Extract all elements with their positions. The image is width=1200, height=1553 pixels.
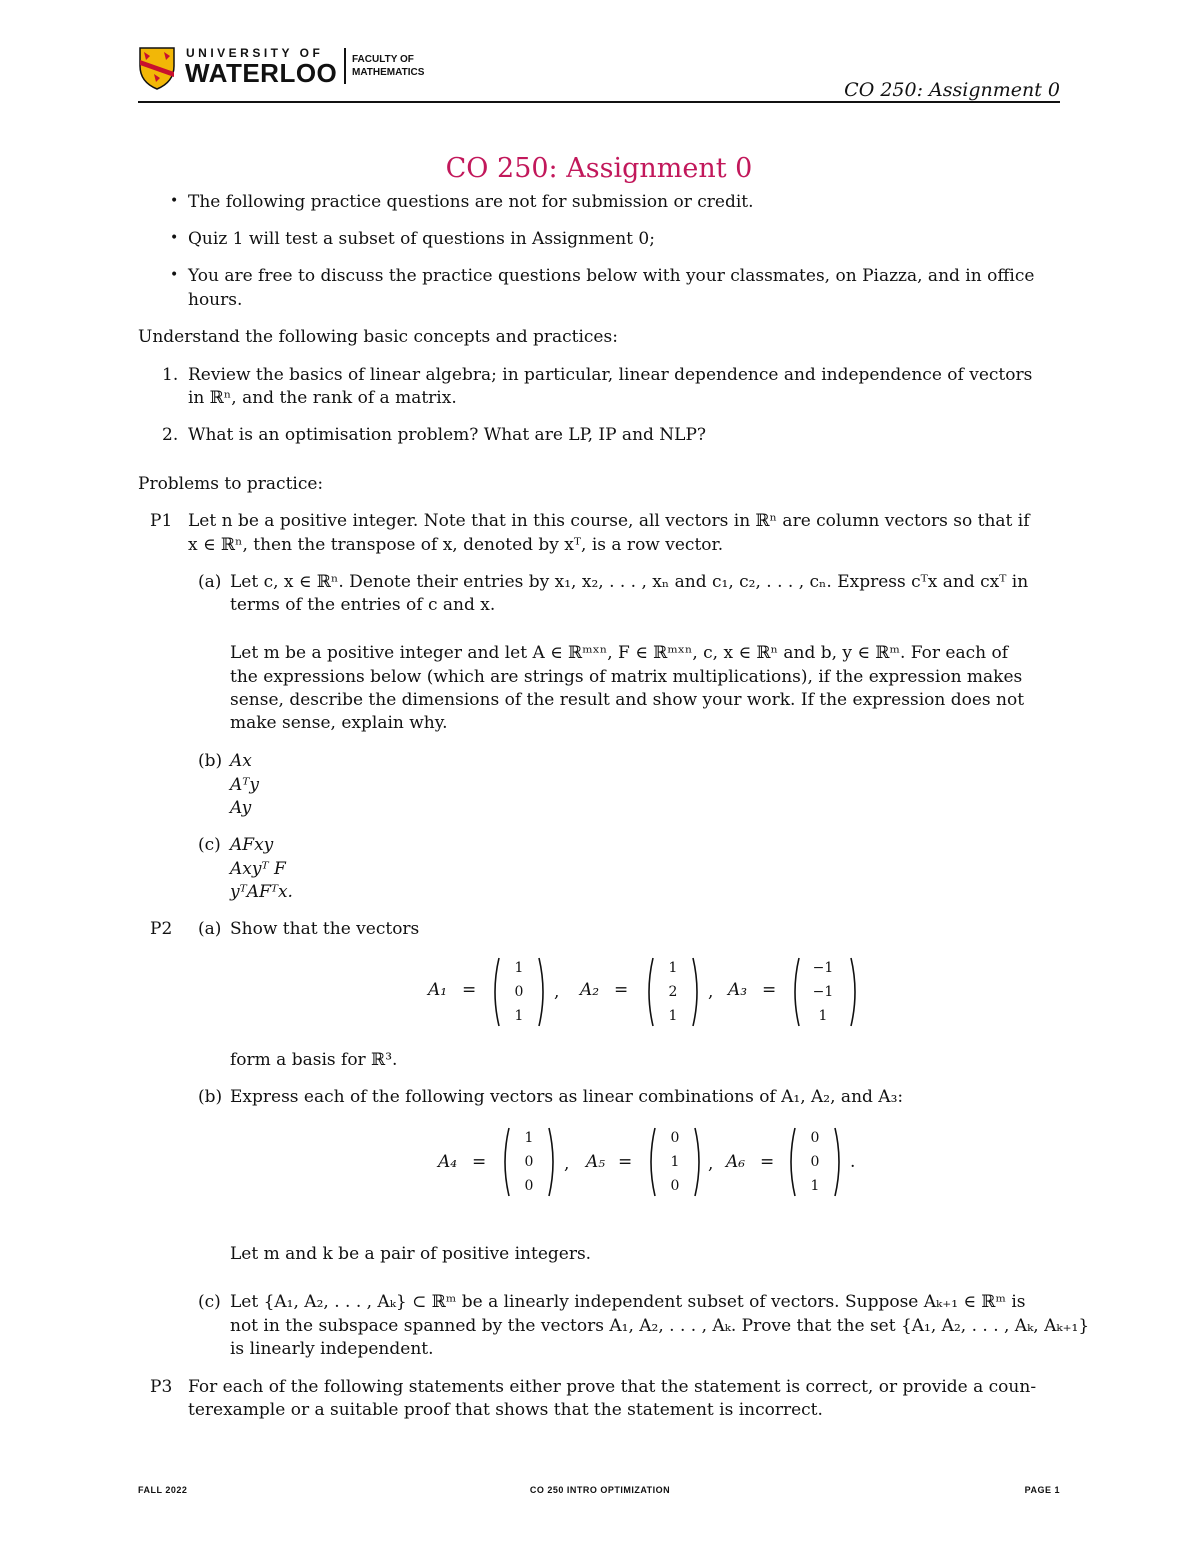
bullet-icon: •	[170, 267, 179, 283]
vector-entry: 1	[668, 1008, 678, 1024]
expression: yᵀAFᵀx.	[230, 882, 293, 902]
vector-entry: 1	[670, 1154, 680, 1170]
part-label: (b)	[198, 1087, 223, 1107]
period: .	[850, 1152, 856, 1172]
concept-text: What is an optimisation problem? What are LP, IP and NLP?	[188, 425, 707, 445]
vector-entry: 2	[668, 984, 678, 1000]
part-paragraph: Let m and k be a pair of positive integers.	[230, 1244, 592, 1264]
problem-label: P3	[150, 1377, 173, 1397]
part-paragraph: make sense, explain why.	[230, 713, 448, 733]
expression: Axyᵀ F	[230, 859, 286, 879]
vector-label: A₁	[428, 980, 448, 1000]
right-paren-icon	[538, 956, 548, 1028]
footer-term: FALL 2022	[138, 1485, 188, 1495]
vector-entry: 0	[810, 1154, 820, 1170]
logo-university-of: UNIVERSITY OF	[186, 46, 324, 60]
column-vector	[490, 956, 548, 1028]
vector-entry: 0	[524, 1154, 534, 1170]
column-vector	[790, 956, 860, 1028]
bullet-icon: •	[170, 230, 179, 246]
bullet-text: Quiz 1 will test a subset of questions in Assignment 0;	[188, 229, 655, 249]
column-vector	[646, 1126, 704, 1198]
footer-page-number: PAGE 1	[1024, 1485, 1060, 1495]
comma: ,	[708, 1154, 714, 1174]
comma: ,	[564, 1154, 570, 1174]
part-text: Show that the vectors	[230, 919, 420, 939]
vector-entry: 0	[514, 984, 524, 1000]
problem-text: terexample or a suitable proof that shows that the statement is incorrect.	[188, 1400, 823, 1420]
right-paren-icon	[692, 956, 702, 1028]
part-text: form a basis for ℝ³.	[230, 1050, 398, 1070]
bullet-text: The following practice questions are not for submission or credit.	[188, 192, 754, 212]
part-text: not in the subspace spanned by the vectors A₁, A₂, . . . , Aₖ. Prove that the set {A₁, A₂, . . . , Aₖ, Aₖ₊₁}	[230, 1316, 1090, 1336]
vector-entry: 0	[810, 1130, 820, 1146]
concept-number: 1.	[162, 365, 179, 385]
expression: Aᵀy	[230, 775, 260, 795]
part-label: (a)	[198, 919, 222, 939]
column-vector	[786, 1126, 844, 1198]
problem-text: For each of the following statements either prove that the statement is correct, or provide a coun-	[188, 1377, 1037, 1397]
bullet-text-cont: hours.	[188, 290, 243, 310]
crest-icon	[138, 46, 176, 90]
right-paren-icon	[548, 1126, 558, 1198]
problem-text: Let n be a positive integer. Note that in this course, all vectors in ℝⁿ are column vectors so that if	[188, 511, 1030, 531]
vector-entry: 0	[524, 1178, 534, 1194]
part-paragraph: sense, describe the dimensions of the result and show your work. If the expression does not	[230, 690, 1025, 710]
vector-entry: 0	[670, 1178, 680, 1194]
vector-entry: 1	[514, 960, 524, 976]
equals-sign: =	[762, 980, 777, 1000]
university-logo	[138, 44, 458, 90]
problem-label: P1	[150, 511, 173, 531]
vector-entry: 1	[668, 960, 678, 976]
vector-entry: 1	[514, 1008, 524, 1024]
vector-entry: 0	[670, 1130, 680, 1146]
part-label: (c)	[198, 1292, 221, 1312]
vector-entry: −1	[812, 960, 834, 976]
column-vector	[500, 1126, 558, 1198]
part-text: Let c, x ∈ ℝⁿ. Denote their entries by x₁, x₂, . . . , xₙ and c₁, c₂, . . . , cₙ. Express cᵀx and cxᵀ in	[230, 572, 1029, 592]
bullet-icon: •	[170, 193, 179, 209]
right-paren-icon	[850, 956, 860, 1028]
problem-text: x ∈ ℝⁿ, then the transpose of x, denoted by xᵀ, is a row vector.	[188, 535, 724, 555]
vector-entry: 1	[818, 1008, 828, 1024]
expression: Ax	[230, 751, 252, 771]
part-label: (c)	[198, 835, 221, 855]
vector-label: A₅	[586, 1152, 606, 1172]
column-vector	[644, 956, 702, 1028]
part-label: (a)	[198, 572, 222, 592]
vector-label: A₆	[726, 1152, 746, 1172]
header-rule	[138, 101, 1060, 103]
logo-mathematics: MATHEMATICS	[352, 67, 425, 78]
part-label: (b)	[198, 751, 223, 771]
equals-sign: =	[472, 1152, 487, 1172]
concept-text: Review the basics of linear algebra; in particular, linear dependence and independence of vectors	[188, 365, 1033, 385]
vector-label: A₄	[438, 1152, 458, 1172]
vector-entry: 1	[810, 1178, 820, 1194]
problems-intro: Problems to practice:	[138, 474, 324, 494]
concept-text-cont: in ℝⁿ, and the rank of a matrix.	[188, 388, 457, 408]
expression: Ay	[230, 798, 252, 818]
equals-sign: =	[760, 1152, 775, 1172]
logo-faculty-of: FACULTY OF	[352, 54, 414, 65]
part-text: terms of the entries of c and x.	[230, 595, 496, 615]
comma: ,	[554, 982, 560, 1002]
vector-label: A₂	[580, 980, 600, 1000]
logo-divider	[344, 48, 346, 84]
bullet-text: You are free to discuss the practice questions below with your classmates, on Piazza, and in office	[188, 266, 1035, 286]
part-paragraph: Let m be a positive integer and let A ∈ ℝᵐˣⁿ, F ∈ ℝᵐˣⁿ, c, x ∈ ℝⁿ and b, y ∈ ℝᵐ. For each of	[230, 643, 1008, 663]
vector-entry: −1	[812, 984, 834, 1000]
part-paragraph: the expressions below (which are strings of matrix multiplications), if the expression makes	[230, 667, 1023, 687]
right-paren-icon	[834, 1126, 844, 1198]
problem-label: P2	[150, 919, 173, 939]
vector-label: A₃	[728, 980, 748, 1000]
part-text: is linearly independent.	[230, 1339, 434, 1359]
logo-waterloo: WATERLOO	[185, 58, 338, 88]
concept-number: 2.	[162, 425, 179, 445]
expression: AFxy	[230, 835, 274, 855]
running-title: CO 250: Assignment 0	[844, 79, 1060, 101]
comma: ,	[708, 982, 714, 1002]
page-title: CO 250: Assignment 0	[445, 153, 753, 184]
part-text: Let {A₁, A₂, . . . , Aₖ} ⊂ ℝᵐ be a linearly independent subset of vectors. Suppose Aₖ₊₁ ∈ ℝᵐ is	[230, 1292, 1026, 1312]
footer-course: CO 250 INTRO OPTIMIZATION	[529, 1485, 671, 1495]
part-text: Express each of the following vectors as linear combinations of A₁, A₂, and A₃:	[230, 1087, 904, 1107]
equals-sign: =	[462, 980, 477, 1000]
equals-sign: =	[618, 1152, 633, 1172]
concepts-intro: Understand the following basic concepts and practices:	[138, 327, 618, 347]
vector-entry: 1	[524, 1130, 534, 1146]
right-paren-icon	[694, 1126, 704, 1198]
equals-sign: =	[614, 980, 629, 1000]
